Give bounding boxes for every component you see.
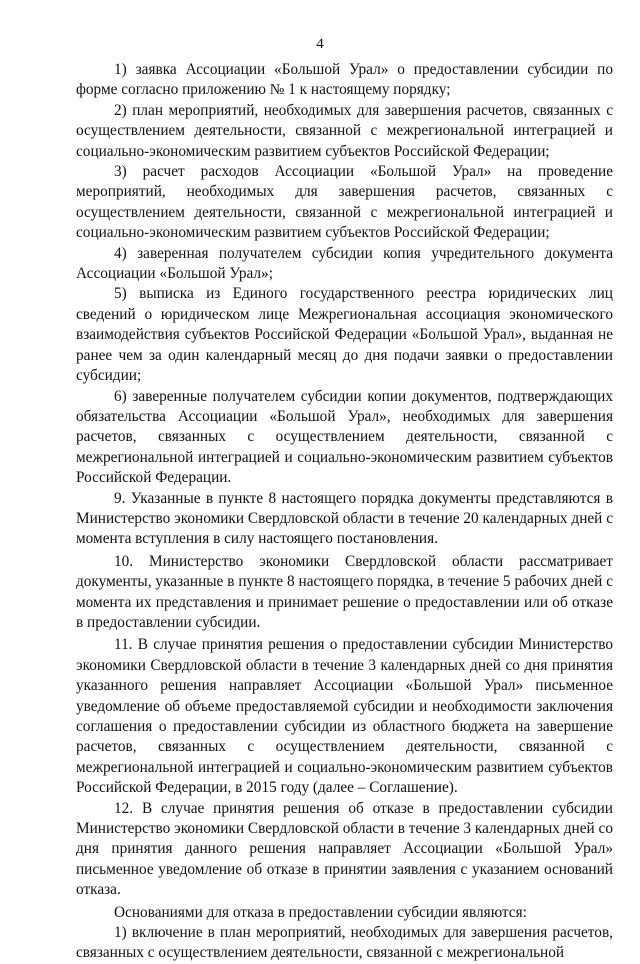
document-body — [76, 60, 613, 964]
paragraph-clause-9: 9. Указанные в пункте 8 настоящего порядка документы представляются в Министерство экономики Свердловской области в течение 20 календарных дней с момента вступления в силу настоящего постановления. — [76, 489, 613, 548]
paragraph-clause-12: 12. В случае принятия решения об отказе в предоставлении субсидии Министерство экономики Свердловской области в течение 3 календарных дней со дня принятия данного решения направляет Ассоциации «Большой Урал» письменное уведомление об отказе в принятии заявления с указанием оснований отказа. — [76, 799, 613, 899]
paragraph-item-3-expense-calculation: 3) расчет расходов Ассоциации «Большой Урал» на проведение мероприятий, необходимых для завершения расчетов, связанных с осуществлением деятельности, связанной с межрегиональной интеграцией и социально-экономическим развитием субъектов Российской Федерации; — [76, 163, 613, 242]
paragraph-clause-10: 10. Министерство экономики Свердловской области рассматривает документы, указанные в пункте 8 настоящего порядка, в течение 5 рабочих дней с момента их представления и принимает решение о предоставлении или об отказе в предоставлении субсидии. — [76, 552, 613, 631]
paragraph-clause-11: 11. В случае принятия решения о предоставлении субсидии Министерство экономики Свердловской области в течение 3 календарных дней со дня принятия указанного решения направляет Ассоциации «Большой Урал» письменное уведомление об объеме предоставляемой субсидии и необходимости заключения соглашения о предоставлении субсидии из областного бюджета на завершение расчетов, связанных с осуществлением деятельности, связанной с межрегиональной интеграцией и социально-экономическим развитием субъектов Российской Федерации, в 2015 году (далее – Соглашение). — [76, 636, 613, 797]
paragraph-refusal-ground-1: 1) включение в план мероприятий, необходимых для завершения расчетов, связанных с осуществлением деятельности, связанной с межрегиональной — [76, 924, 613, 962]
paragraph-refusal-grounds-heading: Основаниями для отказа в предоставлении субсидии являются: — [114, 903, 527, 921]
paragraph-item-2-plan: 2) план мероприятий, необходимых для завершения расчетов, связанных с осуществлением деятельности, связанной с межрегиональной интеграцией и социально-экономическим развитием субъектов Российской Федерации; — [76, 101, 613, 160]
paragraph-item-1-application: 1) заявка Ассоциации «Большой Урал» о предоставлении субсидии по форме согласно приложению № 1 к настоящему порядку; — [76, 61, 613, 99]
paragraph-item-5-registry-extract: 5) выписка из Единого государственного реестра юридических лиц сведений о юридическом лице Межрегиональная ассоциация экономического взаимодействия субъектов Российской Федерации «Большой Урал», выданная не ранее чем за один календарный месяц до дня подачи заявки о предоставлении субсидии; — [76, 285, 613, 385]
paragraph-item-6-obligation-documents: 6) заверенные получателем субсидии копии документов, подтверждающих обязательства Ассоциации «Большой Урал», необходимых для завершения расчетов, связанных с осуществлением деятельности, связанной с межрегиональной интеграцией и социально-экономическим развитием субъектов Российской Федерации. — [76, 387, 613, 487]
page-number: 4 — [316, 36, 324, 52]
paragraph-item-4-founding-document: 4) заверенная получателем субсидии копия учредительного документа Ассоциации «Большой Урал»; — [76, 244, 613, 283]
